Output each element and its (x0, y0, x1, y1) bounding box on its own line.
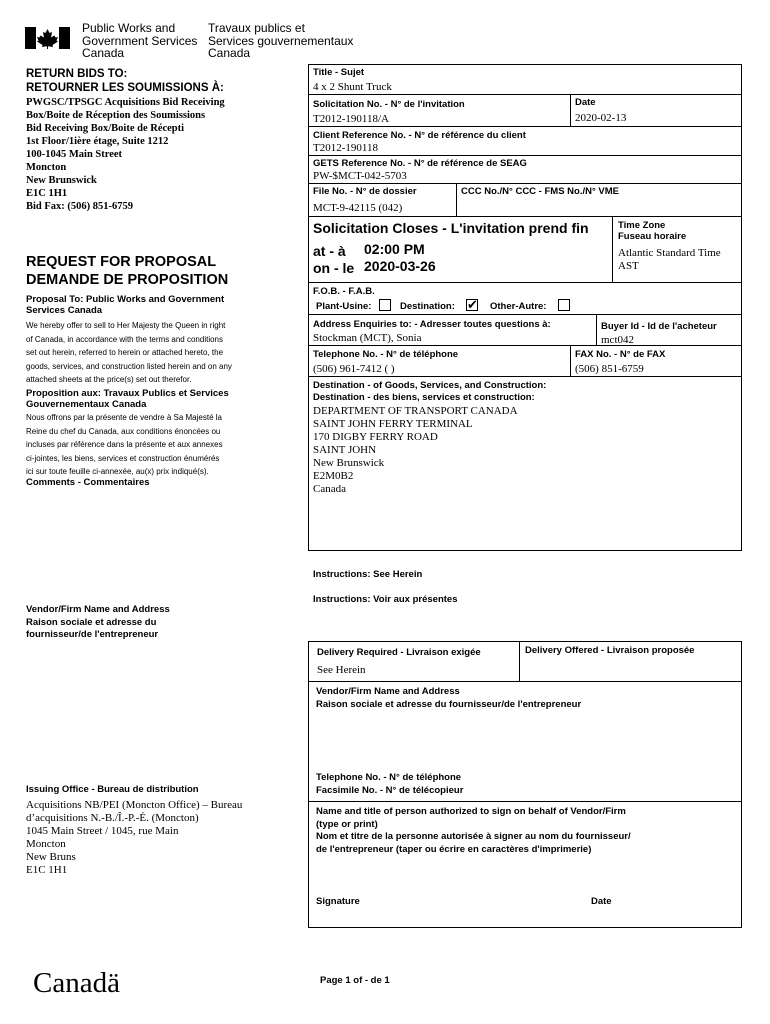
proposition-line: Proposition aux: Travaux Publics et Services (26, 388, 229, 399)
return-address-line: New Brunswick (26, 175, 97, 186)
issuing-address-line: d’acquisitions N.-B./Î.-P.-É. (Moncton) (26, 812, 199, 824)
return-address-line: 1st Floor/1ière étage, Suite 1212 (26, 136, 169, 147)
authorized-person-field[interactable] (312, 862, 738, 890)
vendor-name-field[interactable] (312, 714, 738, 766)
vendor-phone-line: Telephone No. - N° de téléphone (316, 772, 462, 783)
vendor-label-line: Raison sociale et adresse du (26, 616, 157, 628)
gets-reference-value: PW-$MCT-042-5703 (313, 170, 407, 182)
fax-value: (506) 851-6759 (575, 363, 644, 375)
department-name-en (82, 22, 197, 60)
dest-address-line: DEPARTMENT OF TRANSPORT CANADA (313, 405, 518, 417)
delivery-required-value: See Herein (317, 664, 366, 676)
tz-value-line: AST (618, 259, 639, 272)
vendor-name-line: Vendor/Firm Name and Address (316, 686, 460, 697)
destination-goods-label (313, 380, 546, 404)
proposition-line: Gouvernementaux Canada (26, 399, 147, 410)
dest-label-line: Destination - des biens, services et construction: (313, 392, 535, 403)
telephone-value: (506) 961-7412 ( ) (313, 363, 395, 375)
plant-usine-checkbox[interactable] (379, 299, 391, 311)
vendor-label-line: Vendor/Firm Name and Address (26, 604, 170, 615)
closing-at-label: at - à (313, 243, 346, 259)
instructions-en: Instructions: See Herein (313, 569, 423, 580)
client-reference-label: Client Reference No. - N° de référence du client (313, 130, 526, 141)
proposal-to-line: Services Canada (26, 305, 103, 316)
destination-checkbox[interactable] (466, 299, 478, 311)
vendor-name-line: Raison sociale et adresse du fournisseur/de l'entrepreneur (316, 698, 582, 710)
dest-address-line: Canada (313, 483, 346, 495)
proposal-to-text (26, 319, 232, 387)
dest-label-line: Destination - of Goods, Services, and Construction: (313, 380, 547, 391)
proposition-text (26, 411, 223, 479)
return-address-line: PWGSC/TPSGC Acquisitions Bid Receiving (26, 97, 225, 108)
return-address-line: E1C 1H1 (26, 188, 68, 199)
dest-address-line: SAINT JOHN (313, 444, 377, 456)
return-bids-title (26, 67, 224, 95)
gets-reference-label: GETS Reference No. - N° de référence de SEAG (313, 158, 527, 169)
proposal-text-line: attached sheets at the price(s) set out therefor. (26, 375, 192, 384)
proposition-text-line: ici sur toute feuille ci-annexée, au(x) prix indiqué(s). (26, 467, 209, 476)
solicitation-closes-label: Solicitation Closes - L'invitation prend fin (313, 220, 589, 236)
proposition-text-line: incluses par référence dans la présente et aux annexes (26, 440, 223, 449)
dest-address-line: New Brunswick (313, 457, 385, 469)
title-label: Title - Sujet (313, 67, 365, 78)
fax-label: FAX No. - N° de FAX (575, 349, 666, 360)
proposal-text-line: set out herein, referred to herein or attached hereto, the (26, 348, 224, 357)
vendor-label-line: fournisseur/de l'entrepreneur (26, 629, 159, 640)
file-no-value: MCT-9-42115 (042) (313, 202, 403, 214)
vendor-name-label (316, 686, 581, 711)
delivery-offered-label: Delivery Offered - Livraison proposée (525, 645, 695, 656)
signature-label: Signature (316, 896, 360, 907)
proposal-text-line: of Canada, in accordance with the terms and conditions (26, 334, 224, 344)
proposition-text-line: ci-jointes, les biens, services et construction énumérés (26, 453, 220, 463)
issuing-address-line: New Bruns (26, 851, 76, 863)
ccc-no-label: CCC No./N° CCC - FMS No./N° VME (461, 186, 620, 197)
title-value: 4 x 2 Shunt Truck (313, 81, 392, 93)
proposition-label (26, 388, 229, 410)
return-address-line: Moncton (26, 162, 67, 173)
issuing-address-line: E1C 1H1 (26, 864, 68, 876)
authorized-line: Nom et titre de la personne autorisée à signer au nom du fournisseur/ (316, 831, 631, 842)
vendor-phone-line: Facsimile No. - N° de télécopieur (316, 784, 464, 796)
closing-date-value: 2020-03-26 (364, 258, 436, 274)
date-label: Date (575, 97, 596, 108)
destination-check-icon: ✔ (467, 297, 478, 312)
tz-label-line: Time Zone (618, 220, 666, 231)
dest-address-line: SAINT JOHN FERRY TERMINAL (313, 418, 473, 430)
delivery-required-label: Delivery Required - Livraison exigée (317, 647, 481, 658)
telephone-label: Telephone No. - N° de téléphone (313, 349, 459, 360)
proposal-to-label (26, 294, 224, 316)
authorized-line: de l'entrepreneur (taper ou écrire en caractères d'imprimerie) (316, 843, 592, 855)
comments-label: Comments - Commentaires (26, 477, 150, 488)
buyer-id-label: Buyer Id - Id de l'acheteur (601, 321, 717, 332)
tz-value-line: Atlantic Standard Time (618, 247, 721, 259)
issuing-address-line: Moncton (26, 838, 66, 850)
authorized-person-label (316, 806, 631, 856)
department-name-fr (208, 22, 353, 60)
rfp-title-en: REQUEST FOR PROPOSAL (26, 254, 217, 270)
issuing-address-line: 1045 Main Street / 1045, rue Main (26, 825, 179, 837)
buyer-id-value: mct042 (601, 334, 634, 346)
time-zone-value (618, 247, 721, 272)
return-address-line: Box/Boite de Réception des Soumissions (26, 110, 206, 121)
vendor-name-label-left (26, 604, 170, 642)
destination-address (313, 405, 518, 496)
proposal-text-line: goods, services, and construction listed herein and on any (26, 361, 232, 371)
signature-date-label: Date (591, 896, 612, 907)
plant-usine-label: Plant-Usine: (316, 301, 372, 312)
closing-on-label: on - le (313, 260, 355, 276)
dept-en-line: Public Works and (82, 21, 176, 35)
dept-fr-line: Canada (208, 46, 251, 60)
file-no-label: File No. - N° de dossier (313, 186, 417, 197)
other-autre-label: Other-Autre: (490, 301, 547, 312)
return-title-en: RETURN BIDS TO: (26, 68, 128, 80)
return-address-line: Bid Fax: (506) 851-6759 (26, 201, 134, 212)
return-address-line: 100-1045 Main Street (26, 149, 123, 160)
tz-label-line: Fuseau horaire (618, 231, 687, 242)
rfp-title-fr: DEMANDE DE PROPOSITION (26, 272, 229, 288)
delivery-offered-field[interactable] (522, 658, 738, 678)
closing-time-value: 02:00 PM (364, 241, 425, 257)
other-autre-checkbox[interactable] (558, 299, 570, 311)
issuing-office-address (26, 799, 242, 877)
dept-en-line: Government Services (82, 33, 198, 48)
dept-en-line: Canada (82, 46, 125, 60)
proposal-text-line: We hereby offer to sell to Her Majesty the Queen in right (26, 321, 226, 330)
rfp-title (26, 253, 228, 289)
instructions-fr: Instructions: Voir aux présentes (313, 594, 458, 605)
solicitation-no-label: Solicitation No. - N° de l'invitation (313, 99, 465, 110)
canada-wordmark: Canadä (33, 967, 120, 999)
dept-fr-line: Travaux publics et (208, 21, 305, 35)
dest-address-line: 170 DIGBY FERRY ROAD (313, 431, 438, 443)
address-enquiries-label: Address Enquiries to: - Adresser toutes questions à: (313, 319, 551, 330)
proposition-text-line: Nous offrons par la présente de vendre à Sa Majesté la (26, 413, 222, 422)
vendor-phone-fax-label (316, 772, 463, 797)
authorized-line: (type or print) (316, 818, 378, 830)
destination-fob-label: Destination: (400, 301, 455, 312)
return-address-line: Bid Receiving Box/Boite de Récepti (26, 123, 185, 134)
return-title-fr: RETOURNER LES SOUMISSIONS À: (26, 82, 224, 94)
authorized-line: Name and title of person authorized to sign on behalf of Vendor/Firm (316, 806, 626, 817)
return-address (26, 96, 225, 213)
address-enquiries-value: Stockman (MCT), Sonia (313, 332, 422, 344)
proposal-to-line: Proposal To: Public Works and Government (26, 294, 225, 305)
canada-flag-logo (25, 27, 70, 49)
solicitation-no-value: T2012-190118/A (313, 113, 389, 125)
issuing-address-line: Acquisitions NB/PEI (Moncton Office) – Bureau (26, 799, 243, 811)
dest-address-line: E2M0B2 (313, 470, 354, 482)
page-number: Page 1 of - de 1 (320, 975, 390, 986)
issuing-office-label: Issuing Office - Bureau de distribution (26, 784, 199, 795)
proposition-text-line: Reine du chef du Canada, aux conditions énoncées ou (26, 426, 221, 436)
fob-label: F.O.B. - F.A.B. (313, 286, 375, 297)
date-value: 2020-02-13 (575, 112, 627, 124)
client-reference-value: T2012-190118 (313, 142, 378, 154)
time-zone-label (618, 220, 686, 242)
dept-fr-line: Services gouvernementaux (208, 33, 354, 48)
